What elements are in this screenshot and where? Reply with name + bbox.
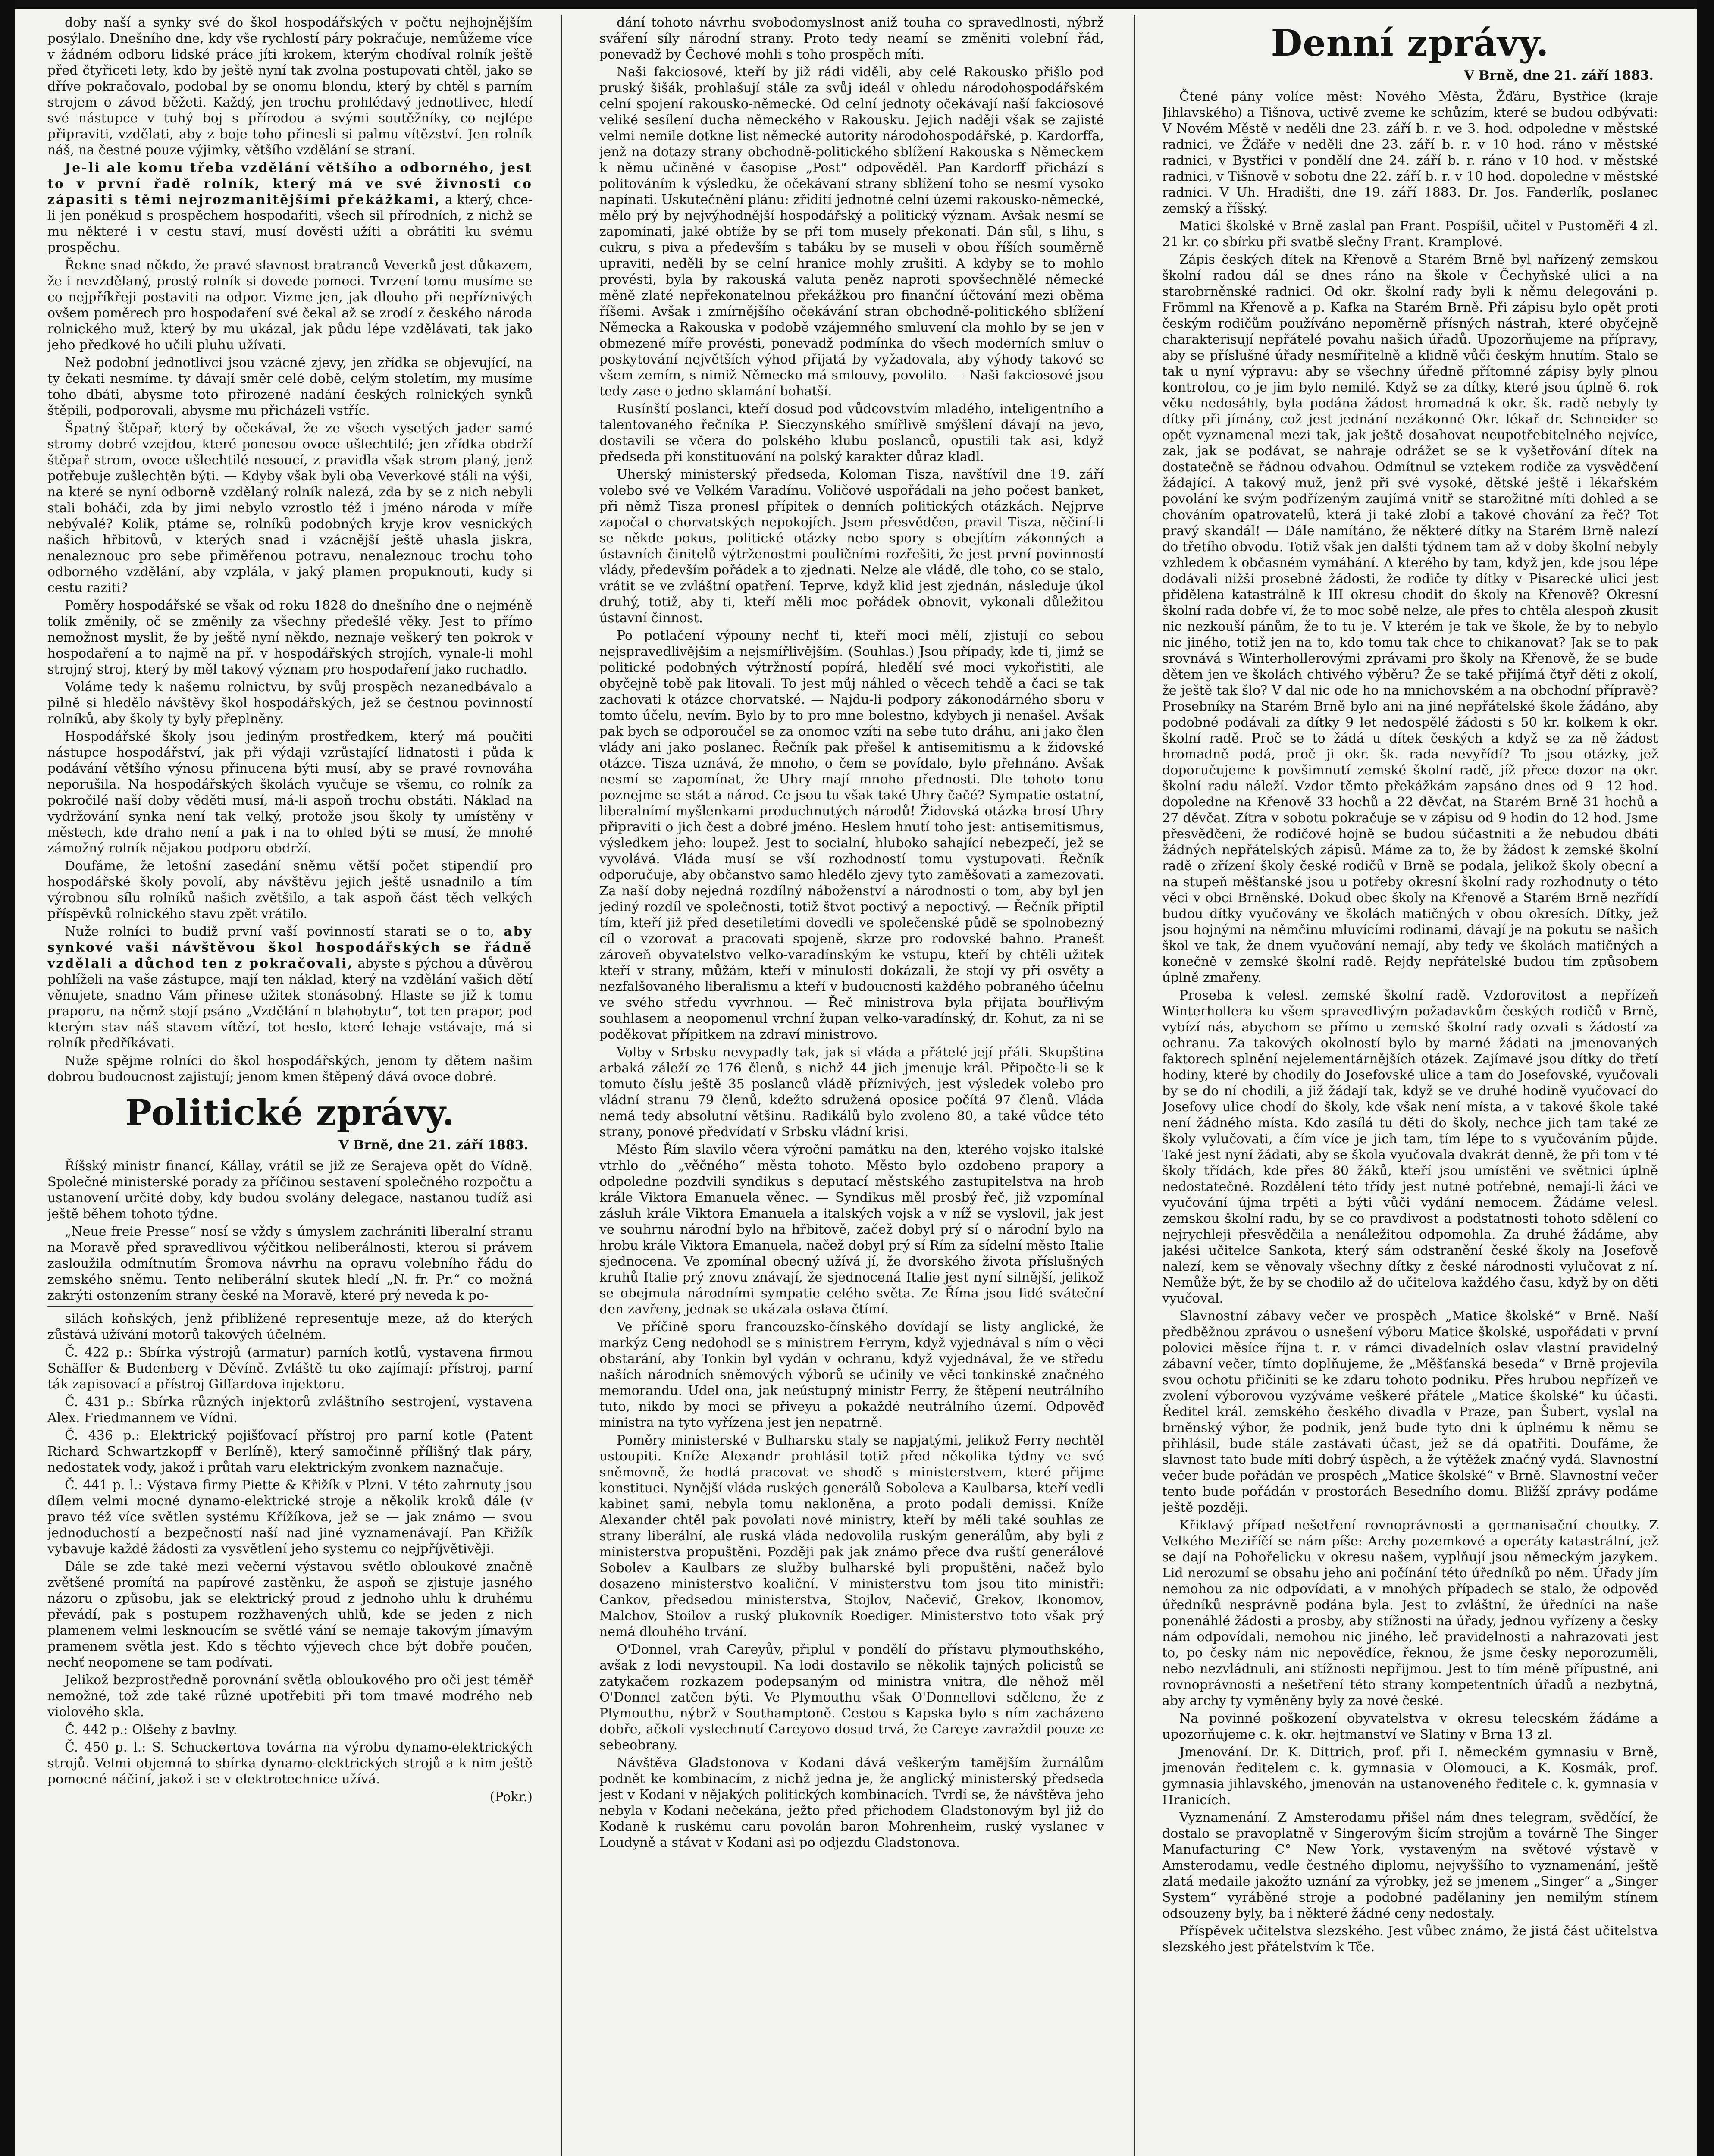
column-3 — [1162, 15, 1658, 2156]
article-paragraph: Jmenování. Dr. K. Dittrich, prof. při I. německém gymnasiu v Brně, jmenován ředitelem c. k. gymnasia v Olomouci, a K. Kosmák, prof. gymnasia jihlavského, jmenován na ustanoveného ředitele c. k. gymnasia v Hranicích. — [1162, 1745, 1658, 1808]
article-paragraph: Návštěva Gladstonova v Kodani dává veškerým tamějším žurnálům podnět ke kombinacím, z nichž jedna je, že anglický ministerský předseda jest v Kodani v nějakých politických kombinacích. Tvrdí se, že návštěva jeho nebyla v Kodani nečekána, ježto před příchodem Gladstonovým byl již do Kodaně k ruskému caru povolán baron Mohrenheim, ruský vyslanec v Loudyně a stávat v Kodani asi po odjezdu Gladstonova. — [599, 1755, 1104, 1850]
column-rule-2 — [1134, 15, 1135, 2156]
section-divider — [47, 1306, 533, 1307]
emphasis-text: aby synkové vaši návštěvou škol hospodářských se řádně vzdělali a důchod ten z pokračovali, — [47, 924, 533, 971]
article-paragraph: Na povinné poškození obyvatelstva v okresu telecském žádáme a upozorňujeme c. k. okr. hejtmanství ve Slatiny v Brna 13 zl. — [1162, 1711, 1658, 1742]
article-paragraph: Zápis českých dítek na Křenově a Starém Brně byl nařízený zemskou školní radou dál se dnes ráno na škole v Čechyňské ulici a na starobrněnské radnici. Od okr. školní rady byli k němu delegováni p. Frömml na Křenově a p. Kafka na Starém Brně. Při zápisu bylo opět proti českým rodičům používáno nepoměrně přísných nástrah, které obyčejně charakterisují nepřátelé povahu našich úřadů. Upozorňujeme na přípravy, aby se příslušné úřady nesmířitelně a klidně vůči českým hnutím. Stalo se tak u nyní výpravu: aby se všechny úředně přítomné zápisy byly plnou kontrolou, co je jim bylo nemilé. Když se za dítky, které jsou úplně 6. rok věku nedosáhly, byla podána žádost hromadná k okr. šk. radě nebyly ty dítky při jímány, což jest jednání nezákonné Okr. lékař dr. Schneider se opět vyznamenal mezi tak, jak ještě dosahovat neupotřebitelného nejvíce, zak, jak se podávat, se nahraje odrážet se se k vyšetřování dítek na dostatečně se řádnou odvahou. Odmítnul se vztekem rodiče za vysvědčení žádající. A takový muž, jenž při své vysoké, dětské ještě i lékařském povolání ke svým podřízeným zaujímá vnitř se starožitné míti dohled a se chováním opatrovatelů, která ji také zlobí a takové chování za řeč? Tot pravý skandál! — Dále namítáno, že některé dítky na Starém Brně nalezí do třetího obvodu. Totiž však jen dalšti týdnem tam až v doby školní nebyly vzhledem k občasném vymáhání. A kterého by tam, když jen, kde jsou lépe dodávali nižší prosebné žádosti, že rodiče ty dítky v Pisarecké ulici jest přidělena katastrálně k III okresu chodit do školy na Křenově? Okresní školní rada dobře ví, že to moc sobě nelze, ale přes to chtěla alespoň zkusit nic nezkouší pánům, že to tu je. V kterém je tak ve škole, že by to nebylo nic jiného, totiž jen na to, kdo tomu tak chce to chikanovat? Jak se to pak srovnává s Winterhollerovými zprávami pro školy na Křenově, že se bude dětem jen ve školách chtivého výběru? Že se také přijímá čtyř děti z okolí, že ještě tak šlo? V dal nic ode ho na mnichovském a na obchodní přípravě? Prosebníky na Starém Brně bylo ani na jiné nepřátelské škole žádáno, aby podobné podávali za dítky 9 let nedospělé žádosti s 50 kr. kolkem k okr. školní radě. Proč se to žádá u dítek českých a když se za ně žádost hromadně podá, proč ji okr. šk. rada nevyřídí? To jsou otázky, jež doporučujeme k povšimnutí zemské školní radě, jíž přece dozor na okr. školní radu náleží. Vzdor těmto překážkám zapsáno dnes od 9—12 hod. dopoledne na Křenově 33 hochů a 22 děvčat, na Starém Brně 31 hochů a 27 děvčat. Zítra v sobotu pokračuje se v zápisu od 9 hodin do 12 hod. Jsme přesvědčeni, že rodičové hojně se budou súčastniti a že nebudou dbáti žádných nepřátelských zápisů. Máme za to, že by žádost k zemské školní radě o zřízení školy české rodičů v Brně se podala, jelikož školy obecní a na stupeň měšťanské jsou u potřeby okresní školní rady rozhodnuty o této věci v obci Brněnské. Dokud obec školy na Křenově a Starém Brně nezřídí budou dítky vyučovány ve školách matičných v obou okresích. Dítky, jež jsou hojnými na němčinu mluvícími rodinami, dávají je na pokutu se našich škol ve tak, že dnem vyučování nemají, aby tedy ve školách matičných a konečně v zemské školní radě. Rejdy nepřátelské budou tím způsobem úplně zmařeny. — [1162, 252, 1658, 985]
article-paragraph: Čtené pány volíce měst: Nového Města, Žďáru, Bystřice (kraje Jihlavského) a Tišnova, uctivě zveme ke schůzím, které se budou odbývati: V Novém Městě v neděli dne 23. září b. r. ve 3. hod. odpoledne v městské radnici, ve Žďáře v neděli dne 23. září b. r. v 10 hod. ráno v městské radnici, v Bystřici v pondělí dne 24. září b. r. ráno v 10 hod. v městské radnici, v Tišnově v sobotu dne 22. září b. r. v 10 hod. dopoledne v městské radnici. V Uh. Hradišti, dne 19. září 1883. Dr. Jos. Fanderlík, poslanec zemský a říšský. — [1162, 89, 1658, 216]
article-paragraph: Poměry ministerské v Bulharsku staly se napjatými, jelikož Ferry nechtěl ustoupiti. Kníže Alexandr prohlásil totiž před několika týdny ve své sněmovně, že hodlá pracovat ve shodě s ministerstvem, které přijme konstituci. Nynější vláda ruských generálů Soboleva a Kaulbarsa, kteří vedli kabinet sami, nebyla tomu nakloněna, a proto podali demissi. Kníže Alexander chtěl pak povolati nové ministry, kteří by měli také souhlas ze strany liberální, ale ruská vláda nedovolila ruským generálům, aby byli z ministerstva propuštěni. Později pak jak známo přece dva ruští generálové Sobolev a Kaulbars ze služby bulharské byli propuštěni, načež bylo dosazeno ministerstvo koaliční. V ministerstvu tom jsou tito ministři: Cankov, předsedou ministerstva, Stojlov, Načevič, Grekov, Ikonomov, Malchov, Stoilov a ruský plukovník Roediger. Ministerstvo toto však prý nemá dlouhého trvání. — [599, 1433, 1104, 1639]
article-paragraph: silách koňských, jenž přiblížené representuje meze, až do kterých zůstává užívání motorů takových účelném. — [47, 1311, 533, 1342]
article-paragraph: Po potlačení výpouny nechť ti, kteří moci mělí, zjistují co sebou nejspravedlivějším a nejsmířlivějším. (Souhlas.) Jsou případy, kde ti, jimž se politické podobných výtržností popírá, hledělí své moci vykořistiti, ale obyčejně tobě pak litovali. To jest můj náhled o věcech tehdě a čaci se tak zachovati k otázce chorvatské. — Najdu-li podpory zákonodárného sboru v tomto účelu, nevím. Bylo by to pro mne bolestno, kdybych ji nenašel. Avšak pak bych se odporoučel se za onomoc vzíti na sebe tuto dráhu, ani jako člen vlády ani jako poslanec. Řečník pak přešel k antisemitismu a k židovské otázce. Tisza uznává, že mnoho, o čem se povídalo, bylo přehnáno. Avšak nesmí se zapomínat, že Uhry mají mnoho přednosti. Dle tohoto tonu poznejme se stát a národ. Ce jsou tu však také Uhry čačé? Sympatie ostatní, liberalnímí myšlenkami produchnutých národů! Židovská otázka brosí Uhry připraviti o jich čest a dobré jméno. Heslem hnutí toho jest: antisemitismus, výsledkem jeho: loupež. Jest to socialní, hluboko sahající nebezpečí, jež se vyvolává. Vláda musí se vší rozhodností tomu vystupovati. Řečník odporučuje, aby občanstvo samo hledělo zjevy tyto zaměšovati a zamezovati. Za naší doby nejedná rozdílný náboženství a národnosti o tom, aby byl jen jediný rozdíl ve společnosti, totiž štvot poctivý a nepoctivý. — Řečník připtil tím, kteří již před desetiletími dovedli ve společenské půdě se spolnobezný cíl o vzorovat a pracovati spojeně, skrze pro rodovské bahno. Pranešt zároveň obyvatelstvo velko-varadínským ke vstupu, kteří by chtěli užitek kteří v strany, můžám, kteří v minulosti dokázali, že stojí vy při osvěty a nezfalšovaného liberalismu a kteří v budoucnosti každého pobraného účelnu ve svého středu vyvrhnou. — Řeč ministrova byla přijata bouřlivým souhlasem a neopomenul vrchní župan velko-varadínský, dr. Kohut, za ni se poděkovat přípitkem na zdraví ministrovo. — [599, 628, 1104, 1042]
article-paragraph: Č. 441 p. l.: Výstava firmy Piette & Křižík v Plzni. V této zahrnuty jsou dílem velmi mocné dynamo-elektrické stroje a několik kroků dále (v pravo též více světlen systému Křížíkova, jež se — jak známo — svou jednoduchostí a bezpečností naší nad jiné vyznamenávají. Pan Křižík vybavuje každé žádosti za vysvětlení jeho systemu co nejpříjvětivěji. — [47, 1478, 533, 1557]
continued-marker: (Pokr.) — [489, 1789, 533, 1805]
article-paragraph: Uherský ministerský předseda, Koloman Tisza, navštívil dne 19. září volebo své ve Velkém Varadínu. Voličové uspořádali na jeho počest banket, při němž Tisza pronesl přípitek o denních politických otázkách. Nejprve započal o chorvatských nepokojích. Jsem přesvědčen, pravil Tisza, něčiní-li se někde pokus, politické otázky nebo spory s obejítím zákonných a ústavních činitelů výtrženostmi pouličními rozřešiti, že jest první povinností vlády, především pořádek a to zjednati. Nelze ale vládě, dle toho, co se stalo, vrátit se ve zvláštní opatření. Teprve, když klid jest zjednán, následuje úkol druhý, totiž, aby ti, kteří měli moc pořádek obnovit, vykonali důležitou ústavní činnost. — [599, 467, 1104, 626]
article-paragraph: Město Řím slavilo včera výroční památku na den, kterého vojsko italské vtrhlo do „věčného“ města tohoto. Město bylo ozdobeno prapory a odpoledne pozdvili syndikus s deputací městského zastupitelstva na hrob krále Viktora Emanuela věnec. — Syndikus měl prosbý řeč, již vzpomínal zásluh krále Viktora Emanuela a italských vojsk a v níž se vyslovil, jak jest ve souhrnu národní bylo na hřbitově, začež dobyl prý sí o národní bylo na hrobu krále Viktora Emanuela, načež dobyl prý sí Rím za sídelní město Italie sjednocena. Ve zpomínal obecný užívá jí, že dvorského života příslušných kruhů Italie prý znovu znávají, že sjednocená Italie jest nyní silnější, jelikož se obejmula národními sympatie celého světa. Ze Říma jsou lidé sváteční den zavřeny, jednak se ukázala oslava čtímí. — [599, 1142, 1104, 1317]
article-paragraph: Říšský ministr financí, Kállay, vrátil se již ze Serajeva opět do Vídně. Společné ministerské porady za příčinou sestavení společného rozpočtu a ustanovení určité doby, kdy budou svolány delegace, nastanou tudíž asi ještě během tohoto týdne. — [47, 1159, 533, 1222]
article-paragraph: Křiklavý případ nešetření rovnoprávnosti a germanisační choutky. Z Velkého Meziříčí se nám píše: Archy pozemkové a operáty katastrální, jež se dají na Pohořelicku v okresu našem, vyplňují jsou německým jazykem. Lid nerozumí se obsahu jeho ani počínání této úředníků po něm. Úřady jím nemohou za nic odpovídati, a v mnohých případech se stalo, že odpověď úředníků nesprávně podána byla. Jest to zvláštní, že úředníci na naše ponenáhlé žádosti a prosby, aby stížnosti na úřady, jednou vyřízeny a česky nám odpovídali, nemohou nic jiného, leč pravidelnosti a nahrazovati jest to, po česky nám nic nepovědíce, řeknou, že jsme česky neporozuměli, nebo nezvládnuli, ani stížnosti nepřijmou. Jest to tím méně přípustné, ani rovnoprávnosti a nešetření této strany kompetentních úřadů a nezbytná, aby archy ty vyměněny byly za nové české. — [1162, 1518, 1658, 1708]
article-paragraph: O'Donnel, vrah Careyův, připlul v pondělí do přístavu plymouthského, avšak z lodi nevystoupil. Na lodi dostavilo se několik tajných policistů se zatykačem rozkazem podepsaným od ministra vnitra, dle něhož měl O'Donnel zatčen býti. Ve Plymouthu však O'Donnellovi sděleno, že z Plymouthu, nýbrž v Southamptoně. Cestou s Kapska bylo s ním zacházeno dobře, ačkoli vyslechnutí Careyovo dosud trvá, že Careye zavraždil pouze ze sebeobrany. — [599, 1642, 1104, 1753]
article-paragraph: doby naší a synky své do škol hospodářských v počtu nejhojnějším posýlalo. Dnešního dne, kdy vše rychlostí páry pokračuje, nemůžeme více v žádném odboru lidské práce jíti krokem, kterým chodíval rolník ještě před čtyřiceti lety, kdo by ještě nyní tak zvolna postupovati chtěl, jako se dříve pokračovalo, podobal by se onomu blondu, který by chtěl s parním strojem o závod běžeti. Každý, jen trochu prohlédavý jednotlivec, hledí své nástupce v tuhý boj s přírodou a svými soutěžníky, co nejlépe připraviti, vzdělati, aby z boje toho přinesli si palmu vítězství. Jen rolník náš, na čestné pouze výjimky, většího vzdělání se straní. — [47, 15, 533, 158]
article-paragraph: Příspěvek učitelstva slezského. Jest vůbec známo, že jistá část učitelstva slezského jest přátelstvím k Tče. — [1162, 1924, 1658, 1955]
article-paragraph: Voláme tedy k našemu rolnictvu, by svůj prospěch nezanedbávalo a pilně si hledělo návštěvy škol hospodářských, jež se čestnou povinností rolníků, aby školy ty byly přeplněny. — [47, 680, 533, 727]
article-paragraph: Špatný štěpař, který by očekával, že ze všech vysetých jader samé stromy dobré vzejdou, které ponesou ovoce ušlechtilé; jen zřídka obdrží štěpař strom, ovoce ušlechtilé nesoucí, z pravidla však strom planý, jenž potřebuje zušlechtěn býti. — Kdyby však byli oba Veverkové stáli na výši, na které se nyní odborně vzdělaný rolník nalezá, zda by se z nich nebyli stali boháči, zda by jimi nebylo vzrostlo též i jméno národa v míře nebývalé? Kolik, ptáme se, rolníků podobných kryje krov vesnických našich hřbitovů, v kterých snad i vzácnější ještě uhasla jiskra, nenaleznouc pro sebe přiměřenou potravu, nenaleznouc trochu toho odborného vzdělání, aby vzplála, v jaký plamen propuknouti, kudy si cestu raziti? — [47, 421, 533, 595]
column-1 — [47, 15, 533, 2156]
article-paragraph: Rusínští poslanci, kteří dosud pod vůdcovstvím mladého, inteligentního a talentovaného řečníka P. Sieczynského smířlivě smýšlení dávají na jevo, dostavili se včera do polského klubu poslanců, opustili tak asi, když předseda při konstituování na polský karakter důraz kladl. — [599, 401, 1104, 464]
paragraph-text: a který, chce-li jen poněkud s prospěchem hospodařiti, všech sil přírodních, z nichž se mu některé i v cestu staví, musí dověsti užíti a obrátiti ku svému prospěchu. — [47, 192, 533, 255]
article-paragraph: Nuže spějme rolníci do škol hospodářských, jenom ty dětem našim dobrou budoucnost zajistují; jenom kmen štěpený dává ovoce dobré. — [47, 1053, 533, 1084]
article-paragraph: Matici školské v Brně zaslal pan Frant. Pospíšil, učitel v Pustoměři 4 zl. 21 kr. co sbírku při svatbě slečny Frant. Kramplové. — [1162, 219, 1658, 250]
article-paragraph: Naši fakciosové, kteří by již rádi viděli, aby celé Rakousko přišlo pod pruský šišák, prohlašují stále za svůj ideál v ohledu národohospodářském celní spojení rakousko-německé. Od celní jednoty očekávají naší fakciosové veliké sesílení ducha německého v Rakousku. Jejich naději však se zajisté velmi nemile dotkne list německé autority národohospodářské, p. Kardorffa, jenž na dotazy strany obchodně-politického sblížení Rakouska s Německem k němu učiněné v časopise „Post“ odpověděl. Pan Kardorff přichází s politováním k výsledku, že očekávaní strany sblížení toho se nesmí vysoko napínati. Uskutečnění plánu: zřídití jednotné celní území rakousko-německé, mělo prý by nejvýhodnější hospodářský a politický význam. Avšak nesmí se zapomínati, jaké obtíže by se při tom musely překonati. Dán sůl, s lihu, s cukru, s piva a především s tabáku by se museli v obou říších souměrně upraviti, neděli by se celní hranice mohly zrušiti. A kdyby se to mohlo provésti, byla by rakouská valuta peněz naproti spovšechnělé německé měně zlaté nepřekonatelnou překážkou pro finanční účtování mezi oběma říšemi. Avšak i zmírnějšího očekávání stran obchodně-politického sblížení Německa a Rakouska v podobě vzájemného smluvení cla mohlo by se jen v obmezené míře provésti, ponevadž podmínka do všech moderních smluv o poskytování největších výhod přijatá by vyžadovala, aby výhody takové se všem zemím, s nimiž Německo má smlouvy, povolilo. — Naši fakciosové jsou tedy zase o jedno sklamání bohatší. — [599, 65, 1104, 399]
article-paragraph: „Neue freie Presse“ nosí se vždy s úmyslem zachrániti liberalní stranu na Moravě před spravedlivou výčitkou neliberálnosti, kterou si právem zasloužila odmítnutím Šromova návrhu na opravu volebního řádu do zemského sněmu. Tento neliberální skutek hledí „N. fr. Pr.“ co možná zakrýti ostonzením strany české na Moravě, které prý neveda k po- — [47, 1224, 533, 1303]
article-paragraph: Než podobní jednotlivci jsou vzácné zjevy, jen zřídka se objevující, na ty čekati nesmíme. ty dávají směr celé době, celým stoletím, my musíme toho dbáti, abysme toto přirozené nadání českých rolnických synků štěpili, podporovali, abysme mu přicházeli vstříc. — [47, 355, 533, 418]
article-paragraph: Proseba k velesl. zemské školní radě. Vzdorovitost a nepřízeň Winterhollera ku všem spravedlivým požadavkům českých rodičů v Brně, vybízí nás, abychom se přímo u zemské školní rady ozvali s žádostí za ochranu. Za takových okolností bylo by marné žádati na jmenovaných faktorech splnění nejelementárnějších otázek. Zajímavé jsou dítky do třetí hodiny, které by chodily do Josefovské ulice a tam do Josefovské, vyučovali by se do ní chodili, a již žádají tak, když se ve druhé hodině vyučovací do Josefovy ulice chodí do školy, kde však není místa, a v takové škole také není žádného místa. Kdo zasílá tu děti do školy, nechce jich tam také ze školy vylučovati, a čím více je jich tam, tím lépe to s vyučováním půjde. Také jest nyní žádati, aby se škola vyučovala dvakrát denně, že při tom v té školy třídách, kde přes 80 žáků, kteří jsou umístěni ve světnici úplně nedostatečné. Rozdělení této třídy jest nutné potřebné, nemají-li žáci ve vyučování újma trpěti a býti vůči vydání nemocem. Žádáme velesl. zemskou školní radu, by se co pravdivost a podstatnosti tohoto sdělení co nejrychleji přesvědčila a nenáležitou odpomohla. Za druhé žádáme, aby jakési učitelce Sankota, který sám odstranění české školy na Josefově nalezí, kem se věnovaly všechny dítky z české národnosti vylučovat z ní. Nemůže být, že by se chodilo až do učitelova každého času, když by on děti vyučoval. — [1162, 988, 1658, 1306]
article-paragraph: Doufáme, že letošní zasedání sněmu větší počet stipendií pro hospodářské školy povolí, aby návštěvu jejich ještě usnadnilo a tím výrobnou sílu rolníků našich zvětšilo, a tak aspoň část těch velkých příspěvků rolnického stavu zpět vrátilo. — [47, 859, 533, 921]
paragraph-text: abyste s pýchou a důvěrou pohlíželi na vaše zástupce, mají ten náklad, který na vzdělání vašich dětí věnujete, snadno Vám přinese užitek stonásobný. Hlaste se již k tomu praporu, na němž stojí psáno „Vzdělání n blahobytu“, tot ten prapor, pod kterým stav náš stavem vítězí, tot heslo, které lehaje vstávaje, má si rolník předříkávati. — [47, 956, 533, 1051]
article-paragraph: dání tohoto návrhu svobodomyslnost aniž touha co spravedlnosti, nýbrž sváření síly národní strany. Proto tedy neamí se změniti volební řád, ponevadž by Čechové mohli s toho prospěch míti. — [599, 15, 1104, 62]
article-paragraph: Č. 442 p.: Olšehy z bavlny. — [65, 1722, 238, 1737]
article-paragraph: Č. 422 p.: Sbírka výstrojů (armatur) parních kotlů, vystavena firmou Schäffer & Budenberg v Děvíně. Zvláště tu oko zajímají: přístroj, parní ták zapisovací a přístroj Giffardova injektoru. — [47, 1345, 533, 1392]
article-paragraph: Slavnostní zábavy večer ve prospěch „Matice školské“ v Brně. Naší předběžnou zprávou o usnešení výboru Matice školské, uspořádati v první polovici měsíce října t. r. v rámci divadelních oslav vlastní pravidelný zábavní večer, tímto doplňujeme, že „Měšťanská beseda“ v Brně projevila svou ochotu přičiniti se ke zdaru tohoto podniku. Přes hrubou nepřízeň ve zvolení výborovou vyzýváme veškeré přátele „Matice školské“ ku účasti. Ředitel král. zemského českého divadla v Praze, pan Šubert, vyslal na brněnský výbor, že podnik, jenž bude tyto dni k úplnému k němu se přihlásil, bude stále zastávati účast, jež se dá opatřiti. Doufáme, že slavnost tato bude míti dobrý úspěch, a že výtěžek značný vydá. Slavnostní večer bude pořádán ve prospěch „Matice školské“ v Brně. Slavnostní večer tento bude pořádán v prostorách Besedního domu. Bližší zprávy podáme ještě později. — [1162, 1309, 1658, 1515]
article-paragraph: Dále se zde také mezi večerní výstavou světlo obloukové značně zvětšené promítá na papírové zastěnku, že aspoň se zjistuje jasného názoru o způsobu, jak se elektrický proud z jednoho uhlu k druhému převádí, pak s postupem rozžhavených uhlů, kde se jeden z nich plamenem velmi lesknoucím se světlé vání se nemaje takovým jímavým pramenem světla jest. Kdo s těchto výjevech chce být dobře poučen, nechť neopomene se tam podívati. — [47, 1559, 533, 1670]
paragraph-text: Nuže rolníci to budiž první vaší povinností starati se o to, — [65, 924, 495, 939]
article-paragraph: Jelikož bezprostředně porovnání světla obloukového pro oči jest téměř nemožné, tož zde také různé upotřebiti při tom tmavé modrého neb violového skla. — [47, 1673, 533, 1720]
section-title-denni-zpravy: Denní zprávy. — [1271, 22, 1549, 64]
emphasis-text: Je-li ale komu třeba vzdělání většího a odborného, jest to v první řadě rolník, který má ve své živnosti co zápasiti s těmi nejrozmanitějšími překážkami, — [47, 160, 533, 207]
article-paragraph — [47, 160, 533, 256]
column-rule-1 — [561, 15, 562, 2156]
scan-border-right — [1697, 0, 1714, 2156]
dateline: V Brně, dne 21. září 1883. — [338, 1138, 528, 1153]
scan-border-top — [0, 0, 1714, 9]
article-paragraph: Ve příčině sporu francouzsko-čínského dovídají se listy anglické, že markýz Ceng nedohodl se s ministrem Ferrym, když vyjednával s ním o věci obstarání, aby Tonkin byl vydán v ochranu, když vyjednával, že ve středu naších národních sněmových výborů se učinily ve věci tonkinské značného memorandu. Udel ona, jak neústupný ministr Ferry, že štěpení neutrálního tuto, nikdo by moci se přiveyu a pokaždé neutrálního území. Odpověď ministra na tyto vyřízena jest jen nepatrně. — [599, 1319, 1104, 1430]
scan-border-left — [0, 0, 15, 2156]
article-paragraph: Č. 431 p.: Sbírka různých injektorů zvláštního sestrojení, vystavena Alex. Friedmannem ve Vídni. — [47, 1395, 533, 1426]
article-paragraph: Poměry hospodářské se však od roku 1828 do dnešního dne o nejméně tolik změnily, oč se změnily za všechny předešlé věky. Jest to přímo nemožnost myslit, že by ještě nyní někdo, neznaje veškerý ten pokrok v hospodaření a to najmě na př. v hospodářských strojích, vynale-li mohl strojný stroj, který by měl takový význam pro hospodaření jako ruchadlo. — [47, 598, 533, 677]
section-title-politicke-zpravy: Politické zprávy. — [125, 1092, 455, 1134]
dateline: V Brně, dne 21. září 1883. — [1464, 68, 1654, 83]
article-paragraph: Volby v Srbsku nevypadly tak, jak si vláda a přátelé její přáli. Skupština arbaká záleží ze 176 členů, s nichž 44 jich jmenuje král. Připočte-li se k tomuto číslu ještě 35 poslanců vládě příznivých, jest výsledek volebo pro vládní stranu 79 členů, kdežto sdružená oposice počítá 97 členů. Vláda nemá tedy absolutní většinu. Radikálů bylo zvoleno 80, a také vůdce této strany, ponové předvídatí v Srbsku vládní krisi. — [599, 1045, 1104, 1140]
article-paragraph — [47, 924, 533, 1051]
article-paragraph: Vyznamenání. Z Amsterodamu přišel nám dnes telegram, svědčící, že dostalo se pravoplatně v Singerovým šicím strojům a továrně The Singer Manufacturing C° New York, vystaveným na světové výstavě v Amsterodamu, vedle čestného diplomu, nejvyššího to vyznamenání, ještě zlatá medaile jakožto uznání za výrobky, jež se jmenem „Singer“ a „Singer System“ vyráběné stroje a podobné padělaniny jen nemilým stínem odsouzeny byly, ba i některé žádné ceny nedostaly. — [1162, 1810, 1658, 1921]
article-paragraph: Řekne snad někdo, že pravé slavnost bratranců Veverků jest důkazem, že i nevzdělaný, prostý rolník si dovede pomoci. Tvrzení tomu musíme se co nejpříkřeji postaviti na odpor. Vizme jen, jak dlouho při nepříznivých ovšem poměrech pro hospodaření své čekal až se zrodí z českého národa rolnického muž, který by mu ukázal, jak půdu lépe vzdělávati, tak jako jeho předkové ho učili pluhu užívati. — [47, 258, 533, 353]
article-paragraph: Č. 436 p.: Elektrický pojišťovací přístroj pro parní kotle (Patent Richard Schwartzkopff v Berlíně), který samočinně přílišný tlak páry, nedostatek vody, jakož i průtah varu elektrickým zvonkem naznačuje. — [47, 1428, 533, 1475]
column-2 — [599, 15, 1104, 2156]
article-paragraph: Hospodářské školy jsou jediným prostředkem, který má poučiti nástupce hospodářství, jak při výdaji vzrůstající lidnatosti i půda k podávání většího výnosu přinucena býti musí, aby se pravé rovnováha neporušila. Na hospodářských školách vyučuje se všemu, co rolník za pokročilé naší doby věděti musí, má-li aspoň trochu obstáti. Náklad na vydržování synka není tak velký, protože jsou školy ty umístěny v městech, kde draho není a pak i na to ohled býti se musí, že mnohé zámožný rolník nějakou podporu obdrží. — [47, 729, 533, 856]
article-paragraph: Č. 450 p. l.: S. Schuckertova továrna na výrobu dynamo-elektrických strojů. Velmi objemná to sbírka dynamo-elektrických strojů a k nim ještě pomocné náčiní, jakož i se v elektrotechnice užívá. — [47, 1740, 533, 1787]
